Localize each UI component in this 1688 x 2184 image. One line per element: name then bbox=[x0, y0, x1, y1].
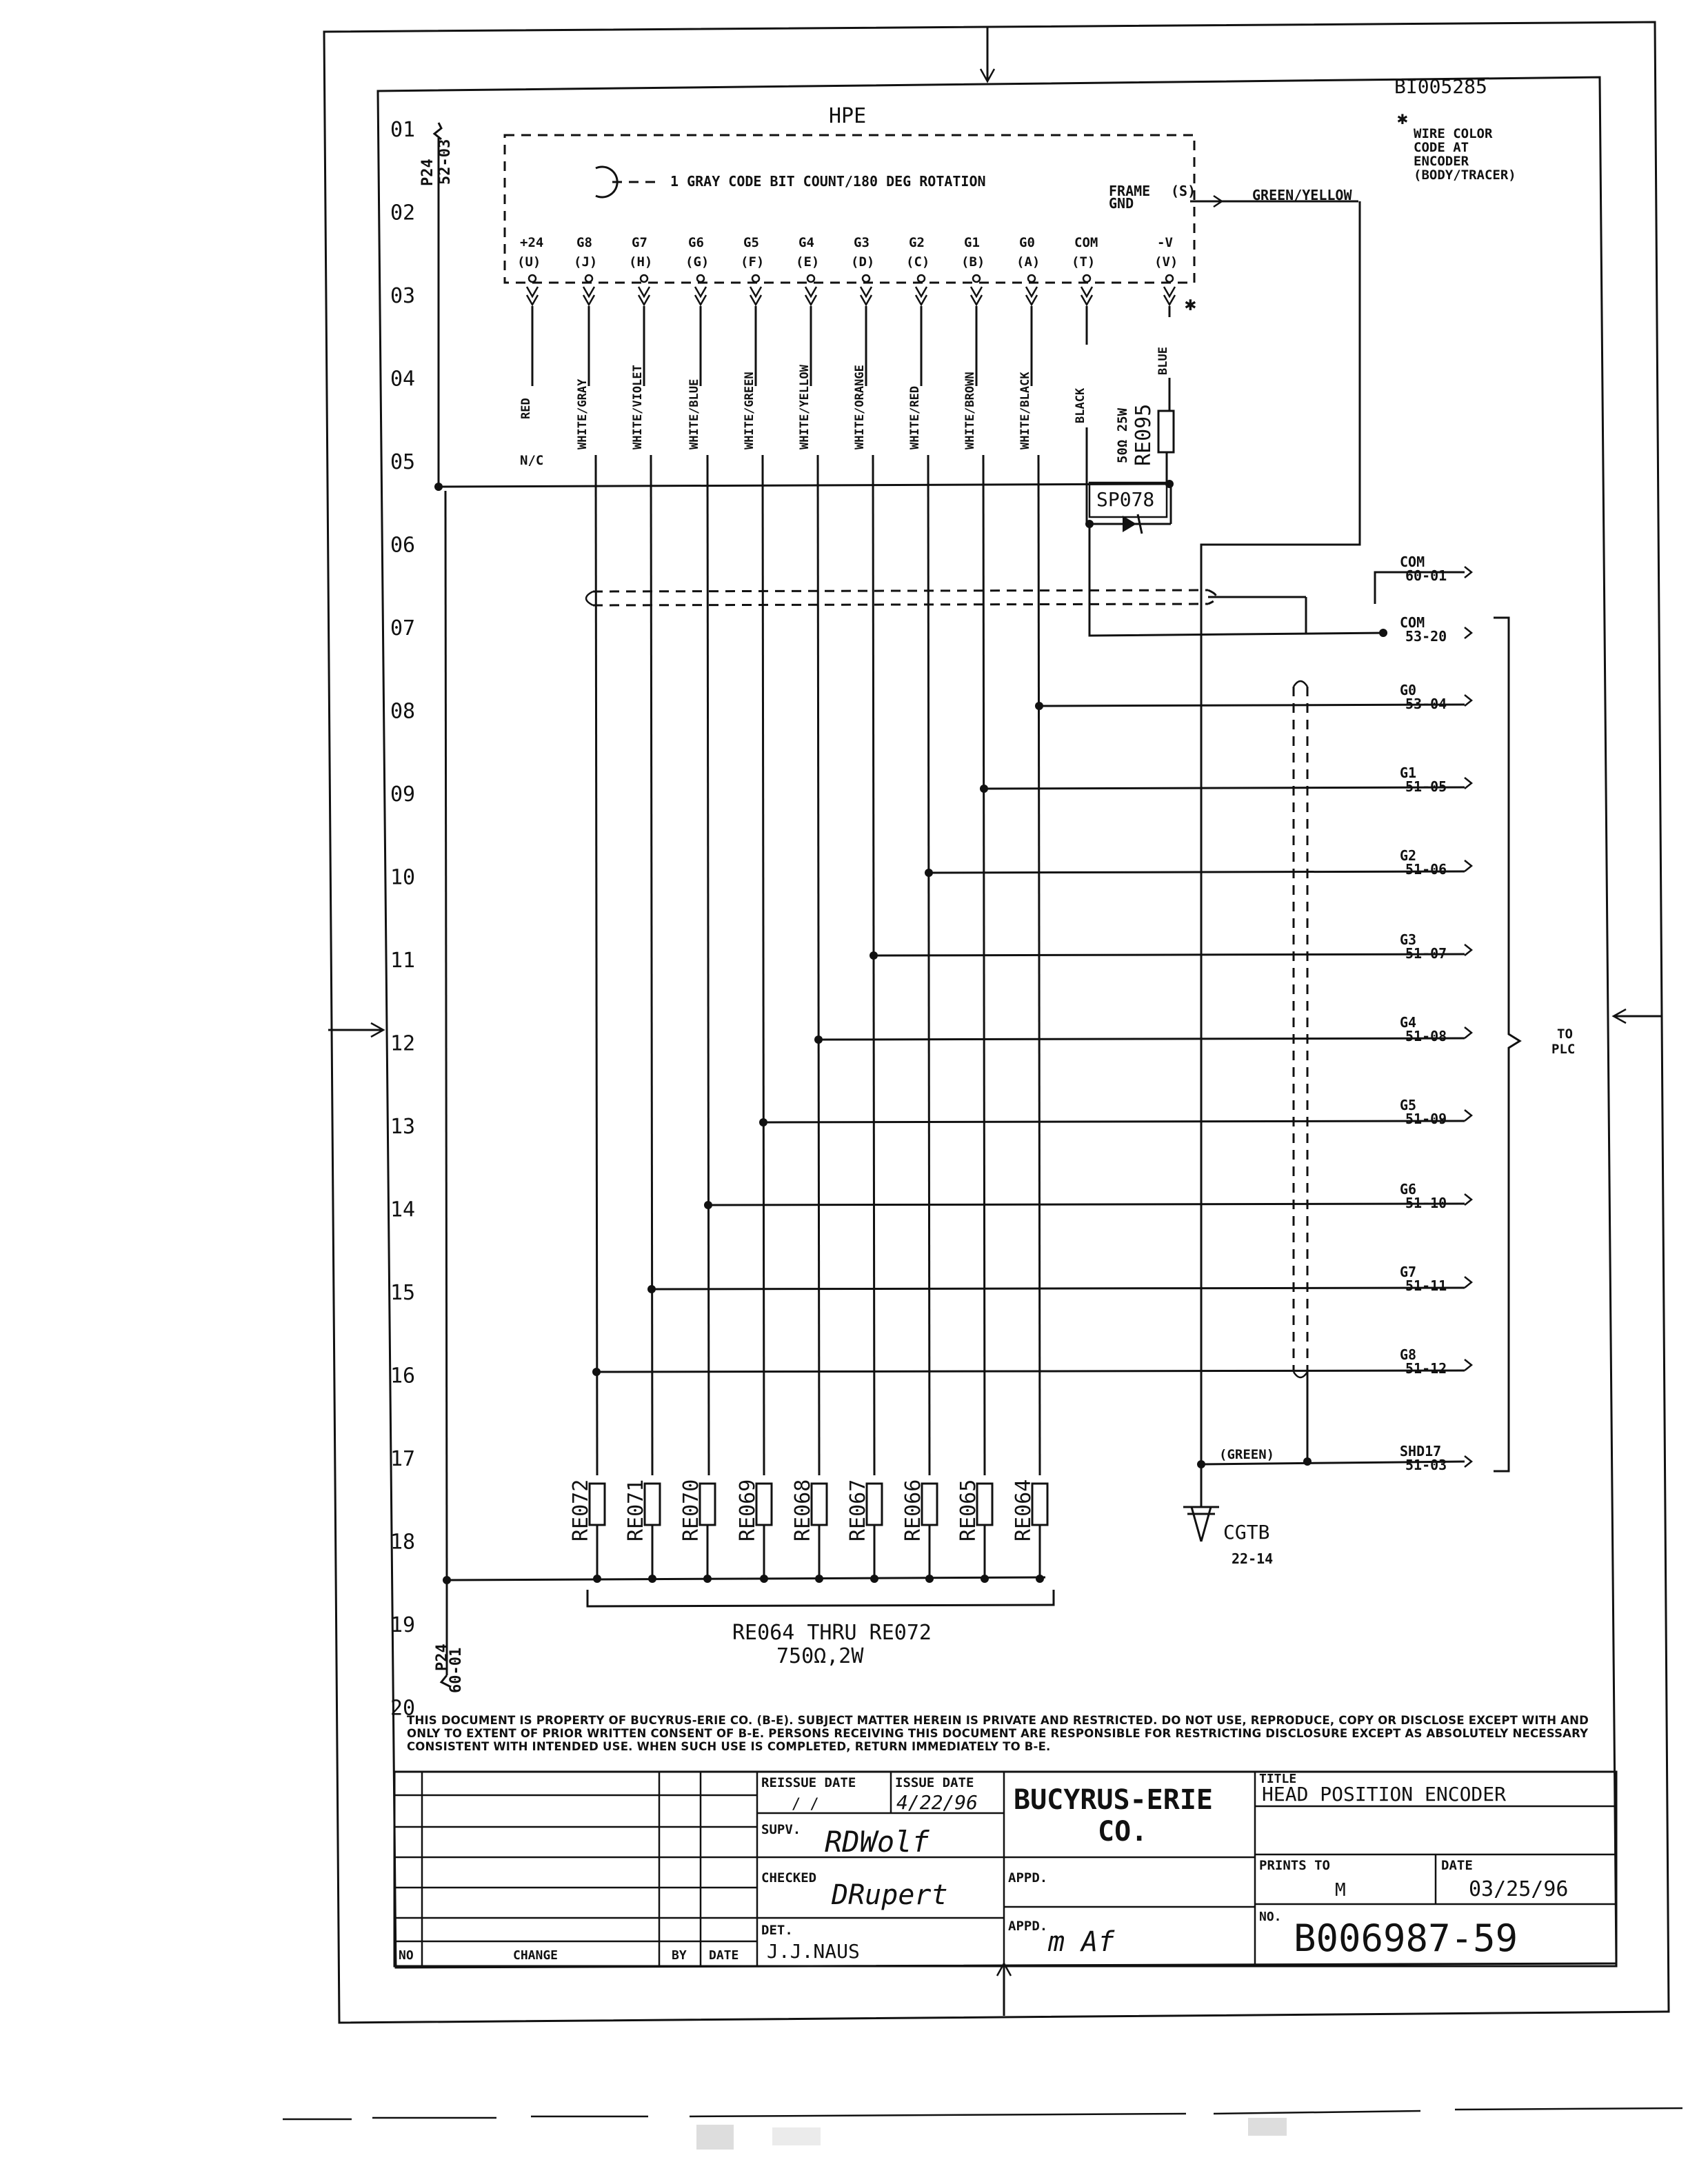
output-ref-1: 53-20 bbox=[1405, 628, 1447, 645]
cgtb-label: CGTB bbox=[1223, 1521, 1270, 1544]
pin-wire-color-2: WHITE/VIOLET bbox=[631, 365, 645, 449]
pin-terminal bbox=[752, 275, 759, 282]
nc-label: N/C bbox=[520, 453, 544, 468]
pin-letter-3: (G) bbox=[685, 254, 710, 270]
note-star-icon: ✱ bbox=[1397, 108, 1408, 129]
resistor-label-2: RE070 bbox=[679, 1479, 703, 1541]
output-arrow-icon bbox=[1465, 1194, 1471, 1205]
resistor-label-3: RE069 bbox=[736, 1479, 760, 1541]
pin-signal-7: G2 bbox=[909, 235, 925, 250]
pin-terminal bbox=[918, 275, 925, 282]
output-label-7: G5 bbox=[1400, 1097, 1417, 1113]
date-label: DATE bbox=[1441, 1858, 1473, 1873]
row-number: 08 bbox=[390, 699, 416, 724]
supv-label: SUPV. bbox=[761, 1822, 801, 1837]
resistor-label-1: RE071 bbox=[624, 1479, 648, 1541]
output-ref-4: 51-06 bbox=[1405, 861, 1447, 878]
resistor-re095 bbox=[1158, 411, 1174, 452]
pin-signal-11: -V bbox=[1157, 235, 1173, 250]
row-number: 17 bbox=[390, 1447, 416, 1471]
pin-letter-0: (U) bbox=[517, 254, 541, 270]
cgtb-ref: 22-14 bbox=[1232, 1550, 1274, 1567]
reissue-label: REISSUE DATE bbox=[761, 1775, 856, 1790]
pin-wire-color-5: WHITE/YELLOW bbox=[798, 365, 812, 449]
issue-value: 4/22/96 bbox=[896, 1791, 978, 1814]
cable-shield bbox=[593, 590, 1216, 605]
rev-no-header: NO bbox=[399, 1948, 414, 1963]
output-arrow-icon bbox=[1465, 944, 1471, 956]
pin-signal-5: G4 bbox=[798, 235, 814, 250]
output-ref-10: 51-12 bbox=[1405, 1360, 1447, 1377]
appd1-label: APPD. bbox=[1008, 1870, 1048, 1885]
pin-letter-7: (C) bbox=[906, 254, 930, 270]
svg-text:WIRE COLOR: WIRE COLOR bbox=[1414, 126, 1493, 141]
title-value: HEAD POSITION ENCODER bbox=[1262, 1783, 1507, 1806]
row-number: 02 bbox=[390, 201, 416, 225]
pin-signal-2: G7 bbox=[632, 235, 647, 250]
output-arrow-icon bbox=[1465, 1359, 1471, 1371]
output-ref-8: 51-10 bbox=[1405, 1195, 1447, 1211]
resistor-label-0: RE072 bbox=[569, 1479, 593, 1541]
pin-wire-color-8: WHITE/BROWN bbox=[963, 372, 977, 449]
output-arrow-icon bbox=[1465, 1277, 1471, 1288]
pin-letter-5: (E) bbox=[796, 254, 820, 270]
output-ref-5: 51-07 bbox=[1405, 945, 1447, 962]
row-number: 07 bbox=[390, 616, 416, 640]
output-label-4: G2 bbox=[1400, 847, 1417, 864]
row-number: 14 bbox=[390, 1197, 416, 1222]
row-number: 01 bbox=[390, 118, 416, 142]
output-arrow-icon bbox=[1465, 1110, 1471, 1121]
output-ref-0: 60-01 bbox=[1405, 567, 1447, 584]
inner-frame bbox=[378, 77, 1616, 1968]
row-number: 09 bbox=[390, 782, 416, 807]
output-ref-9: 51-11 bbox=[1405, 1277, 1447, 1294]
svg-text:(S): (S) bbox=[1171, 183, 1196, 199]
title-label: TITLE bbox=[1259, 1772, 1297, 1786]
pin-wire-color-9: WHITE/BLACK bbox=[1018, 372, 1032, 449]
row-number: 03 bbox=[390, 284, 416, 308]
output-ref-6: 51-08 bbox=[1405, 1028, 1447, 1044]
svg-text:(BODY/TRACER): (BODY/TRACER) bbox=[1414, 168, 1516, 183]
row-number: 04 bbox=[390, 367, 416, 392]
svg-text:ENCODER: ENCODER bbox=[1414, 154, 1469, 169]
pin-signal-0: +24 bbox=[520, 235, 544, 250]
pin-terminal bbox=[641, 275, 647, 282]
pin-wire-color-10: BLACK bbox=[1074, 387, 1087, 423]
prints-value: M bbox=[1335, 1880, 1346, 1901]
row-number: 10 bbox=[390, 865, 416, 890]
det-value: J.J.NAUS bbox=[767, 1940, 860, 1963]
pin-signal-4: G5 bbox=[743, 235, 759, 250]
company-name: BUCYRUS-ERIE bbox=[1014, 1784, 1213, 1816]
resistor-label-8: RE064 bbox=[1012, 1479, 1036, 1541]
pin-wire-color-1: WHITE/GRAY bbox=[576, 378, 590, 449]
pin-wire-color-0: RED bbox=[519, 398, 533, 419]
no-label: NO. bbox=[1259, 1910, 1282, 1924]
pin-letter-2: (H) bbox=[629, 254, 653, 270]
resistor-note-2: 750Ω,2W bbox=[776, 1644, 864, 1668]
supply-p24-top: P24 bbox=[419, 159, 436, 186]
output-label-2: G0 bbox=[1400, 682, 1417, 698]
reissue-value: / / bbox=[792, 1796, 819, 1813]
supply-p24-bottom: P24 bbox=[434, 1644, 451, 1671]
row-numbers bbox=[390, 118, 415, 1721]
output-label-9: G7 bbox=[1400, 1264, 1417, 1280]
row-number: 05 bbox=[390, 450, 416, 474]
pin-terminal bbox=[585, 275, 592, 282]
pin-terminal bbox=[697, 275, 704, 282]
pin-wire-color-4: WHITE/GREEN bbox=[743, 372, 756, 449]
pin-wire-color-3: WHITE/BLUE bbox=[687, 378, 701, 449]
pin-terminal bbox=[863, 275, 870, 282]
output-arrow-icon bbox=[1465, 1027, 1471, 1038]
output-label-0: COM bbox=[1400, 554, 1425, 570]
row-number: 12 bbox=[390, 1031, 416, 1056]
row-number: 15 bbox=[390, 1281, 416, 1305]
appd2-signature: m Af bbox=[1048, 1926, 1115, 1958]
pin-terminal bbox=[529, 275, 536, 282]
drawing-number: B006987-59 bbox=[1294, 1917, 1518, 1960]
rev-by-header: BY bbox=[672, 1948, 687, 1963]
green-label: (GREEN) bbox=[1219, 1447, 1275, 1462]
resistor-label-6: RE066 bbox=[901, 1479, 925, 1541]
resistor-note-1: RE064 THRU RE072 bbox=[732, 1621, 932, 1645]
checked-signature: DRupert bbox=[832, 1879, 948, 1911]
output-ref-7: 51-09 bbox=[1405, 1111, 1447, 1127]
pin-terminal bbox=[807, 275, 814, 282]
gray-code-note: 1 GRAY CODE BIT COUNT/180 DEG ROTATION bbox=[670, 173, 986, 190]
det-label: DET. bbox=[761, 1923, 793, 1938]
pin-letter-6: (D) bbox=[851, 254, 875, 270]
issue-label: ISSUE DATE bbox=[895, 1775, 974, 1790]
re095-value: 50Ω 25W bbox=[1115, 407, 1130, 463]
output-ref-3: 51-05 bbox=[1405, 778, 1447, 795]
output-ref-11: 51-03 bbox=[1405, 1457, 1447, 1473]
pin-terminal bbox=[1166, 275, 1173, 282]
supv-signature: RDWolf bbox=[825, 1825, 930, 1859]
pin-terminal bbox=[1028, 275, 1035, 282]
svg-text:FRAME: FRAME bbox=[1109, 183, 1151, 199]
row-number: 20 bbox=[390, 1696, 416, 1721]
output-arrow-icon bbox=[1465, 627, 1471, 638]
rev-date-header: DATE bbox=[709, 1948, 739, 1963]
plc-bracket bbox=[1494, 618, 1520, 1471]
pin-letter-11: (V) bbox=[1154, 254, 1178, 270]
row-number: 16 bbox=[390, 1364, 416, 1388]
frame-wire-color: GREEN/YELLOW bbox=[1252, 187, 1352, 203]
pin-terminal bbox=[1083, 275, 1090, 282]
appd2-label: APPD. bbox=[1008, 1919, 1048, 1934]
company-suffix: CO. bbox=[1098, 1816, 1148, 1848]
re095-ref: RE095 bbox=[1132, 403, 1156, 466]
rev-change-header: CHANGE bbox=[513, 1948, 559, 1963]
proprietary-notice: THIS DOCUMENT IS PROPERTY OF BUCYRUS-ERIE CO. (B-E). SUBJECT MATTER HEREIN IS PRIVATE AND RESTRICTED. DO NOT USE, REPRODUCE, COPY OR DISCLOSE EXCEPT WITH AND ONLY TO EXTENT OF PRIOR WRITTEN CONSENT OF B-E. PERSONS RECEIVING THIS DOCUMENT ARE RESPONSIBLE FOR RESTRICTING DISCLOSURE EXCEPT AS ABSOLUTELY NECESSARY CONSISTENT WITH INTENDED USE. WHEN SUCH USE IS COMPLETED, RETURN IMMEDIATELY TO B-E. bbox=[407, 1714, 1589, 1753]
date-value: 03/25/96 bbox=[1469, 1877, 1569, 1901]
pin-letter-4: (F) bbox=[741, 254, 765, 270]
pin-terminal bbox=[973, 275, 980, 282]
pin-wire-color-7: WHITE/RED bbox=[908, 385, 922, 449]
output-label-3: G1 bbox=[1400, 765, 1417, 781]
pin-signal-9: G0 bbox=[1019, 235, 1035, 250]
pin-wire-color-11: BLUE bbox=[1156, 347, 1170, 375]
pin-wire-color-6: WHITE/ORANGE bbox=[853, 365, 867, 449]
pin-letter-10: (T) bbox=[1072, 254, 1096, 270]
output-arrow-icon bbox=[1465, 567, 1471, 578]
output-arrow-icon bbox=[1465, 1456, 1471, 1467]
output-arrow-icon bbox=[1465, 860, 1471, 871]
output-label-5: G3 bbox=[1400, 931, 1417, 948]
to-plc-line1: TO bbox=[1557, 1027, 1573, 1042]
pin-signal-8: G1 bbox=[964, 235, 980, 250]
prints-label: PRINTS TO bbox=[1259, 1858, 1330, 1873]
hpe-title: HPE bbox=[829, 104, 867, 128]
supply-ref-bottom: 60-01 bbox=[448, 1647, 465, 1693]
output-label-1: COM bbox=[1400, 614, 1425, 631]
ground-star-icon: ✱ bbox=[1185, 292, 1196, 315]
pin-letter-1: (J) bbox=[574, 254, 598, 270]
pin-signal-1: G8 bbox=[576, 235, 592, 250]
supply-ref-top: 52-03 bbox=[436, 139, 454, 185]
scan-edge-marks bbox=[283, 2108, 1682, 2150]
pin-signal-3: G6 bbox=[688, 235, 704, 250]
row-number: 06 bbox=[390, 533, 416, 558]
row-number: 13 bbox=[390, 1115, 416, 1139]
doc-id: BI005285 bbox=[1394, 75, 1487, 98]
row-number: 19 bbox=[390, 1613, 416, 1637]
sp078-label: SP078 bbox=[1096, 488, 1155, 511]
output-arrow-icon bbox=[1465, 778, 1471, 789]
resistor-brace bbox=[587, 1590, 1054, 1606]
output-label-10: G8 bbox=[1400, 1346, 1417, 1363]
output-label-8: G6 bbox=[1400, 1181, 1417, 1197]
pin-letter-8: (B) bbox=[961, 254, 985, 270]
resistor-label-7: RE065 bbox=[956, 1479, 981, 1541]
checked-label: CHECKED bbox=[761, 1870, 817, 1885]
row-number: 11 bbox=[390, 949, 416, 973]
pin-letter-9: (A) bbox=[1016, 254, 1041, 270]
output-label-11: SHD17 bbox=[1400, 1443, 1442, 1459]
output-ref-2: 53-04 bbox=[1405, 696, 1447, 712]
row-number: 18 bbox=[390, 1530, 416, 1555]
output-label-6: G4 bbox=[1400, 1014, 1417, 1031]
output-arrow-icon bbox=[1465, 695, 1471, 706]
wire-color-note bbox=[1397, 108, 1516, 183]
resistor-label-4: RE068 bbox=[791, 1479, 815, 1541]
svg-text:GND: GND bbox=[1109, 195, 1134, 212]
pin-signal-10: COM bbox=[1074, 235, 1098, 250]
svg-text:CODE AT: CODE AT bbox=[1414, 140, 1469, 155]
diode-icon bbox=[1123, 516, 1136, 532]
to-plc-line2: PLC bbox=[1551, 1042, 1576, 1057]
resistor-label-5: RE067 bbox=[846, 1479, 870, 1541]
pin-signal-6: G3 bbox=[854, 235, 870, 250]
ground-icon bbox=[1183, 1507, 1219, 1541]
